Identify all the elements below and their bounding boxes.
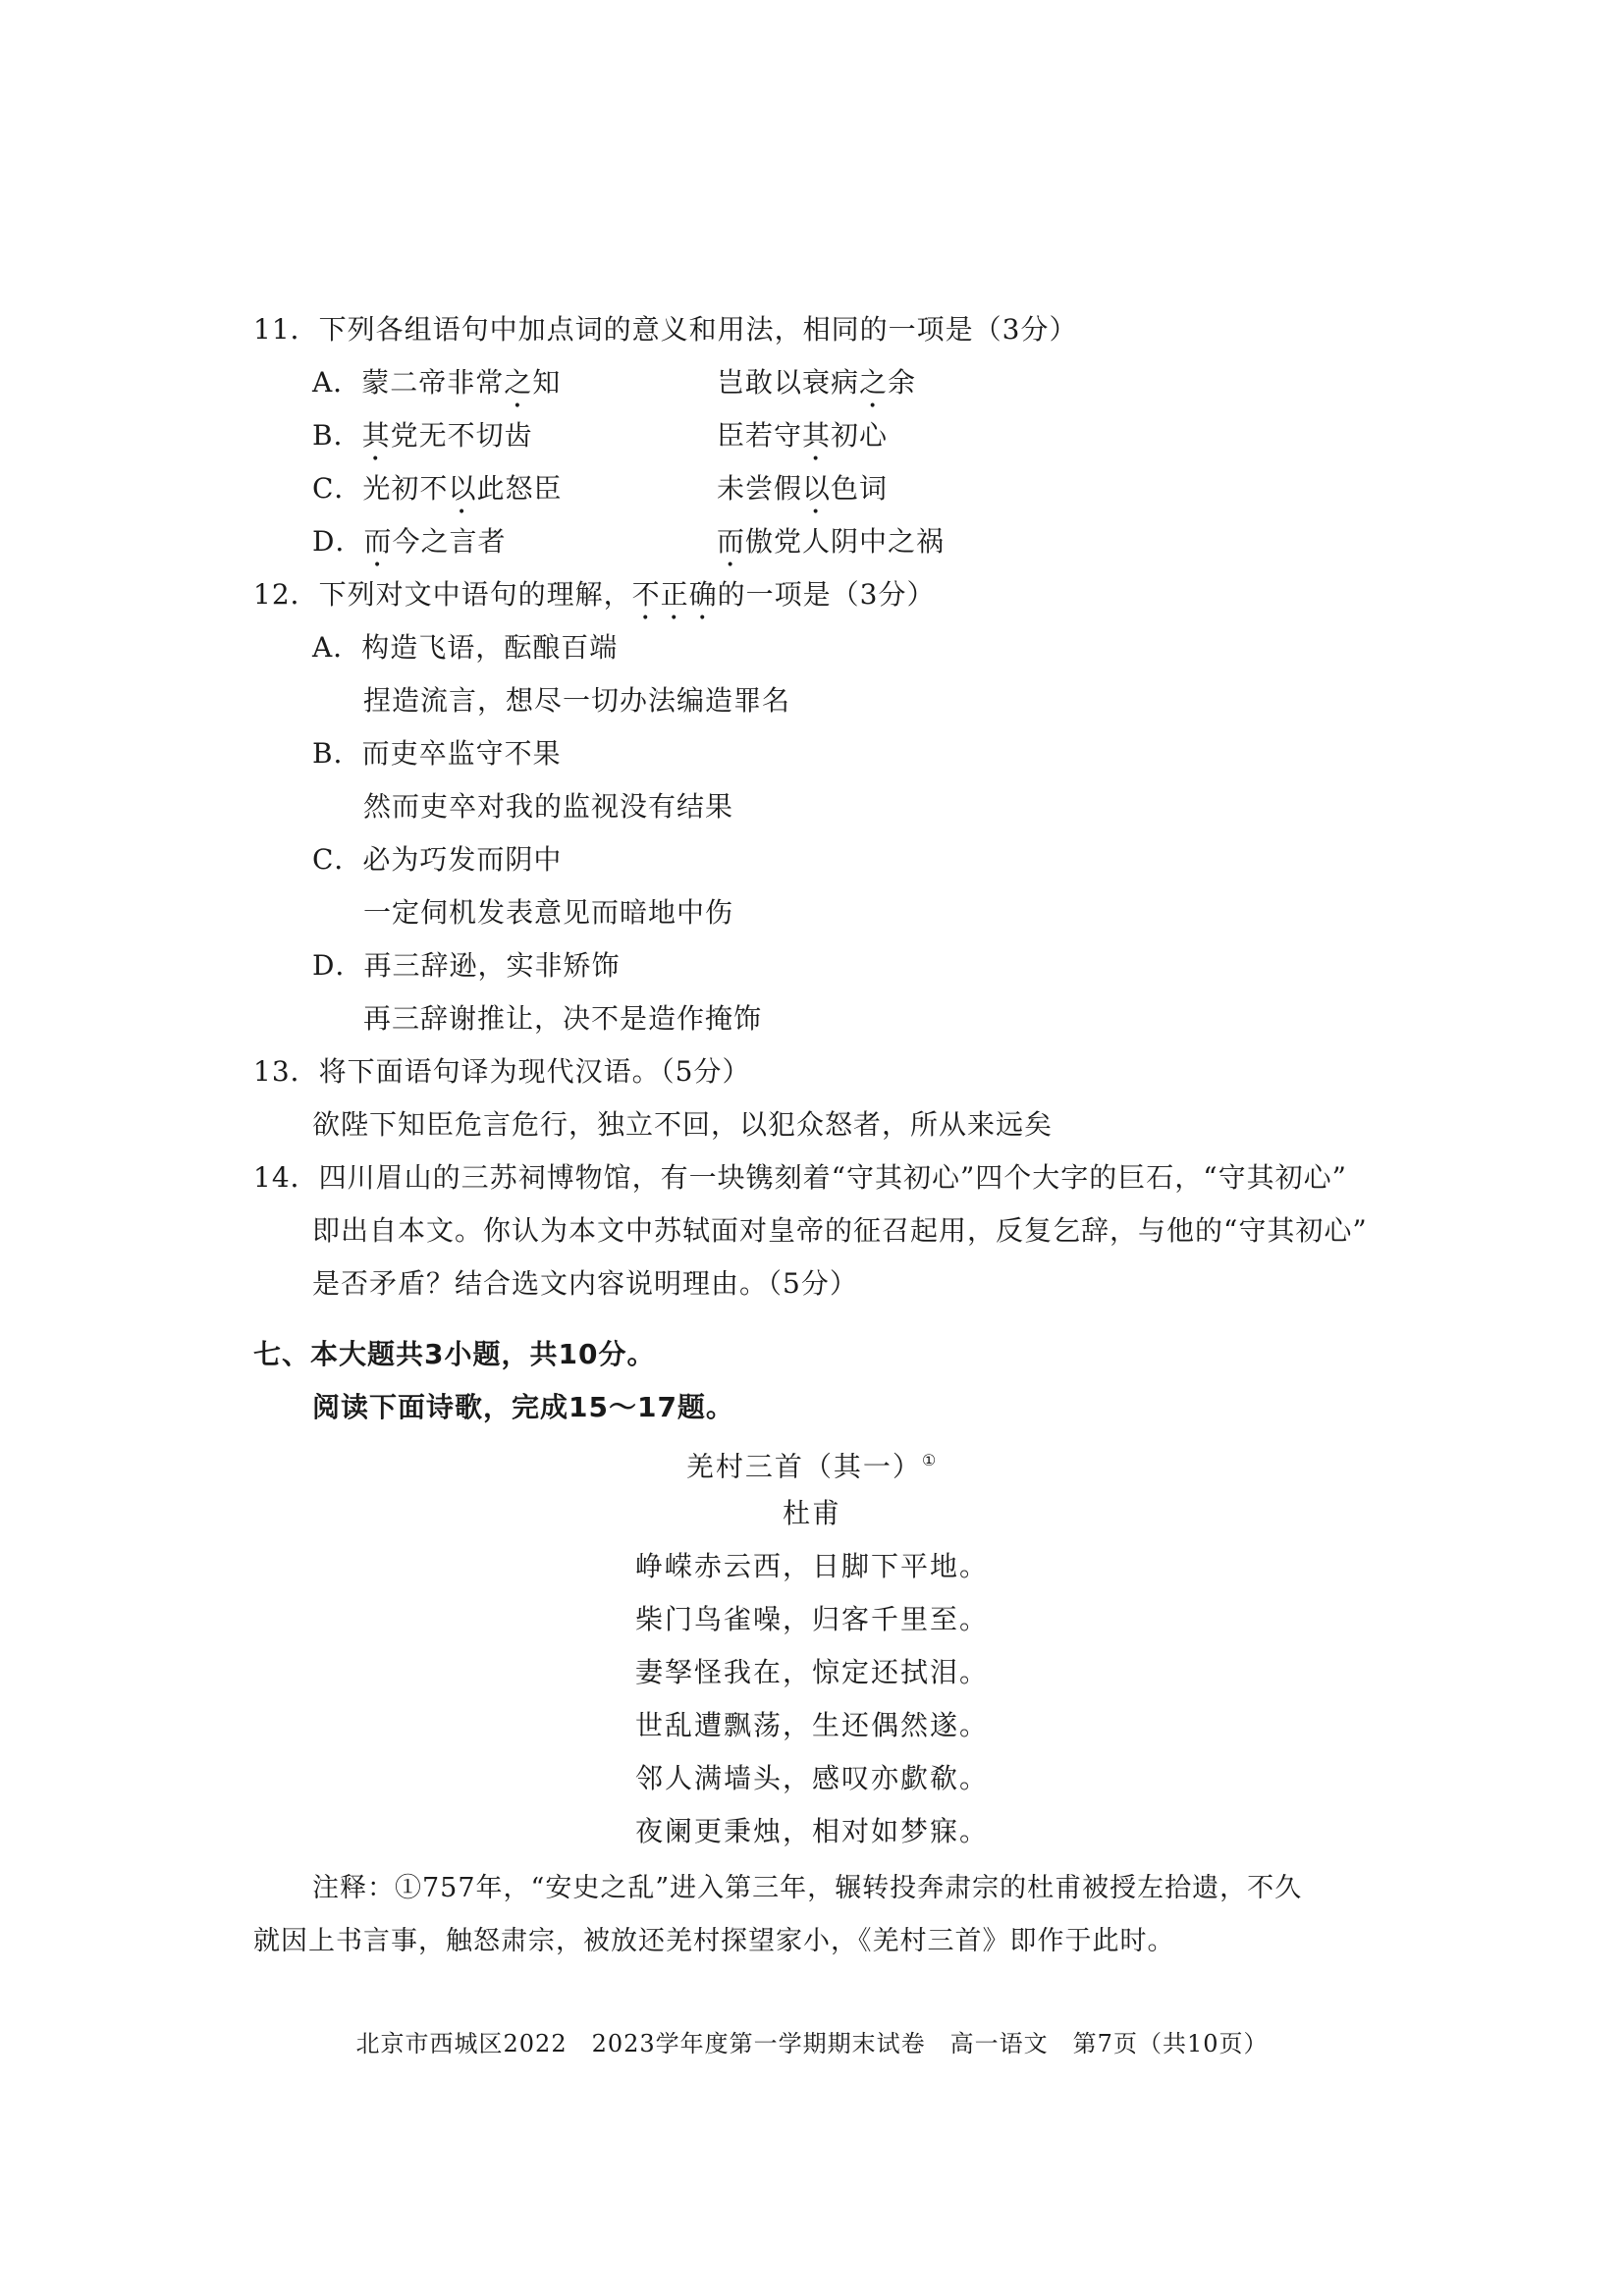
note-line-1: 注释：①757年，“安史之乱”进入第三年，辗转投奔肃宗的杜甫被授左拾遗，不久	[312, 1873, 1303, 1903]
section-7-heading: 七、本大题共3小题，共10分。	[253, 1338, 656, 1370]
q12-option-b-gloss: 然而吏卒对我的监视没有结果	[363, 790, 734, 823]
section-7-instruction: 阅读下面诗歌，完成15～17题。	[312, 1391, 734, 1423]
q12-option-a-quote: A．构造飞语，酝酿百端	[312, 631, 619, 664]
q14-line-2: 即出自本文。你认为本文中苏轼面对皇帝的征召起用，反复乞辞，与他的“守其初心”	[312, 1214, 1368, 1247]
q12-option-c-gloss: 一定伺机发表意见而暗地中伤	[363, 896, 734, 929]
poem-note-mark: ①	[921, 1451, 939, 1469]
q11-option-d-left: D．而今之言者	[312, 525, 507, 558]
q12-option-b-quote: B．而吏卒监守不果	[312, 737, 562, 770]
poem-line-6: 夜阑更秉烛，相对如梦寐。	[634, 1815, 989, 1847]
q11-option-a-right: 岂敢以衰病之余	[717, 366, 917, 399]
q14-line-1: 14．四川眉山的三苏祠博物馆，有一块镌刻着“守其初心”四个大字的巨石，“守其初心”	[253, 1161, 1347, 1194]
poem-line-3: 妻孥怪我在，惊定还拭泪。	[634, 1656, 989, 1688]
q11-option-a-left: A．蒙二帝非常之知	[312, 366, 562, 399]
q13-stem: 13．将下面语句译为现代汉语。（5分）	[253, 1055, 751, 1088]
poem-author: 杜甫	[782, 1497, 841, 1529]
q11-option-b-left: B．其党无不切齿	[312, 419, 533, 452]
poem-line-5: 邻人满墙头，感叹亦歔欷。	[634, 1762, 989, 1794]
q12-option-a-gloss: 捏造流言，想尽一切办法编造罪名	[363, 684, 791, 717]
q11-option-c-right: 未尝假以色词	[717, 472, 889, 505]
poem-title: 羌村三首（其一）①	[685, 1450, 939, 1483]
q12-stem: 12．下列对文中语句的理解，不正确的一项是（3分）	[253, 578, 936, 611]
q12-option-d-gloss: 再三辞谢推让，决不是造作掩饰	[363, 1002, 763, 1035]
note-line-2: 就因上书言事，触怒肃宗，被放还羌村探望家小，《羌村三首》即作于此时。	[253, 1926, 1175, 1956]
q12-option-d-quote: D．再三辞逊，实非矫饰	[312, 949, 621, 982]
q11-stem: 11．下列各组语句中加点词的意义和用法，相同的一项是（3分）	[253, 313, 1078, 346]
q14-line-3: 是否矛盾？结合选文内容说明理由。（5分）	[312, 1267, 858, 1300]
poem-line-4: 世乱遭飘荡，生还偶然遂。	[634, 1709, 989, 1741]
q11-option-d-right: 而傲党人阴中之祸	[717, 525, 946, 558]
poem-line-2: 柴门鸟雀噪，归客千里至。	[634, 1603, 989, 1635]
q12-option-c-quote: C．必为巧发而阴中	[312, 843, 563, 876]
q11-option-c-left: C．光初不以此怒臣	[312, 472, 563, 505]
page-footer: 北京市西城区2022 2023学年度第一学期期末试卷 高一语文 第7页（共10页）	[355, 2030, 1269, 2057]
q13-text: 欲陛下知臣危言危行，独立不回，以犯众怒者，所从来远矣	[312, 1108, 1054, 1141]
q11-option-b-right: 臣若守其初心	[717, 419, 889, 452]
poem-line-1: 峥嵘赤云西，日脚下平地。	[634, 1550, 989, 1582]
